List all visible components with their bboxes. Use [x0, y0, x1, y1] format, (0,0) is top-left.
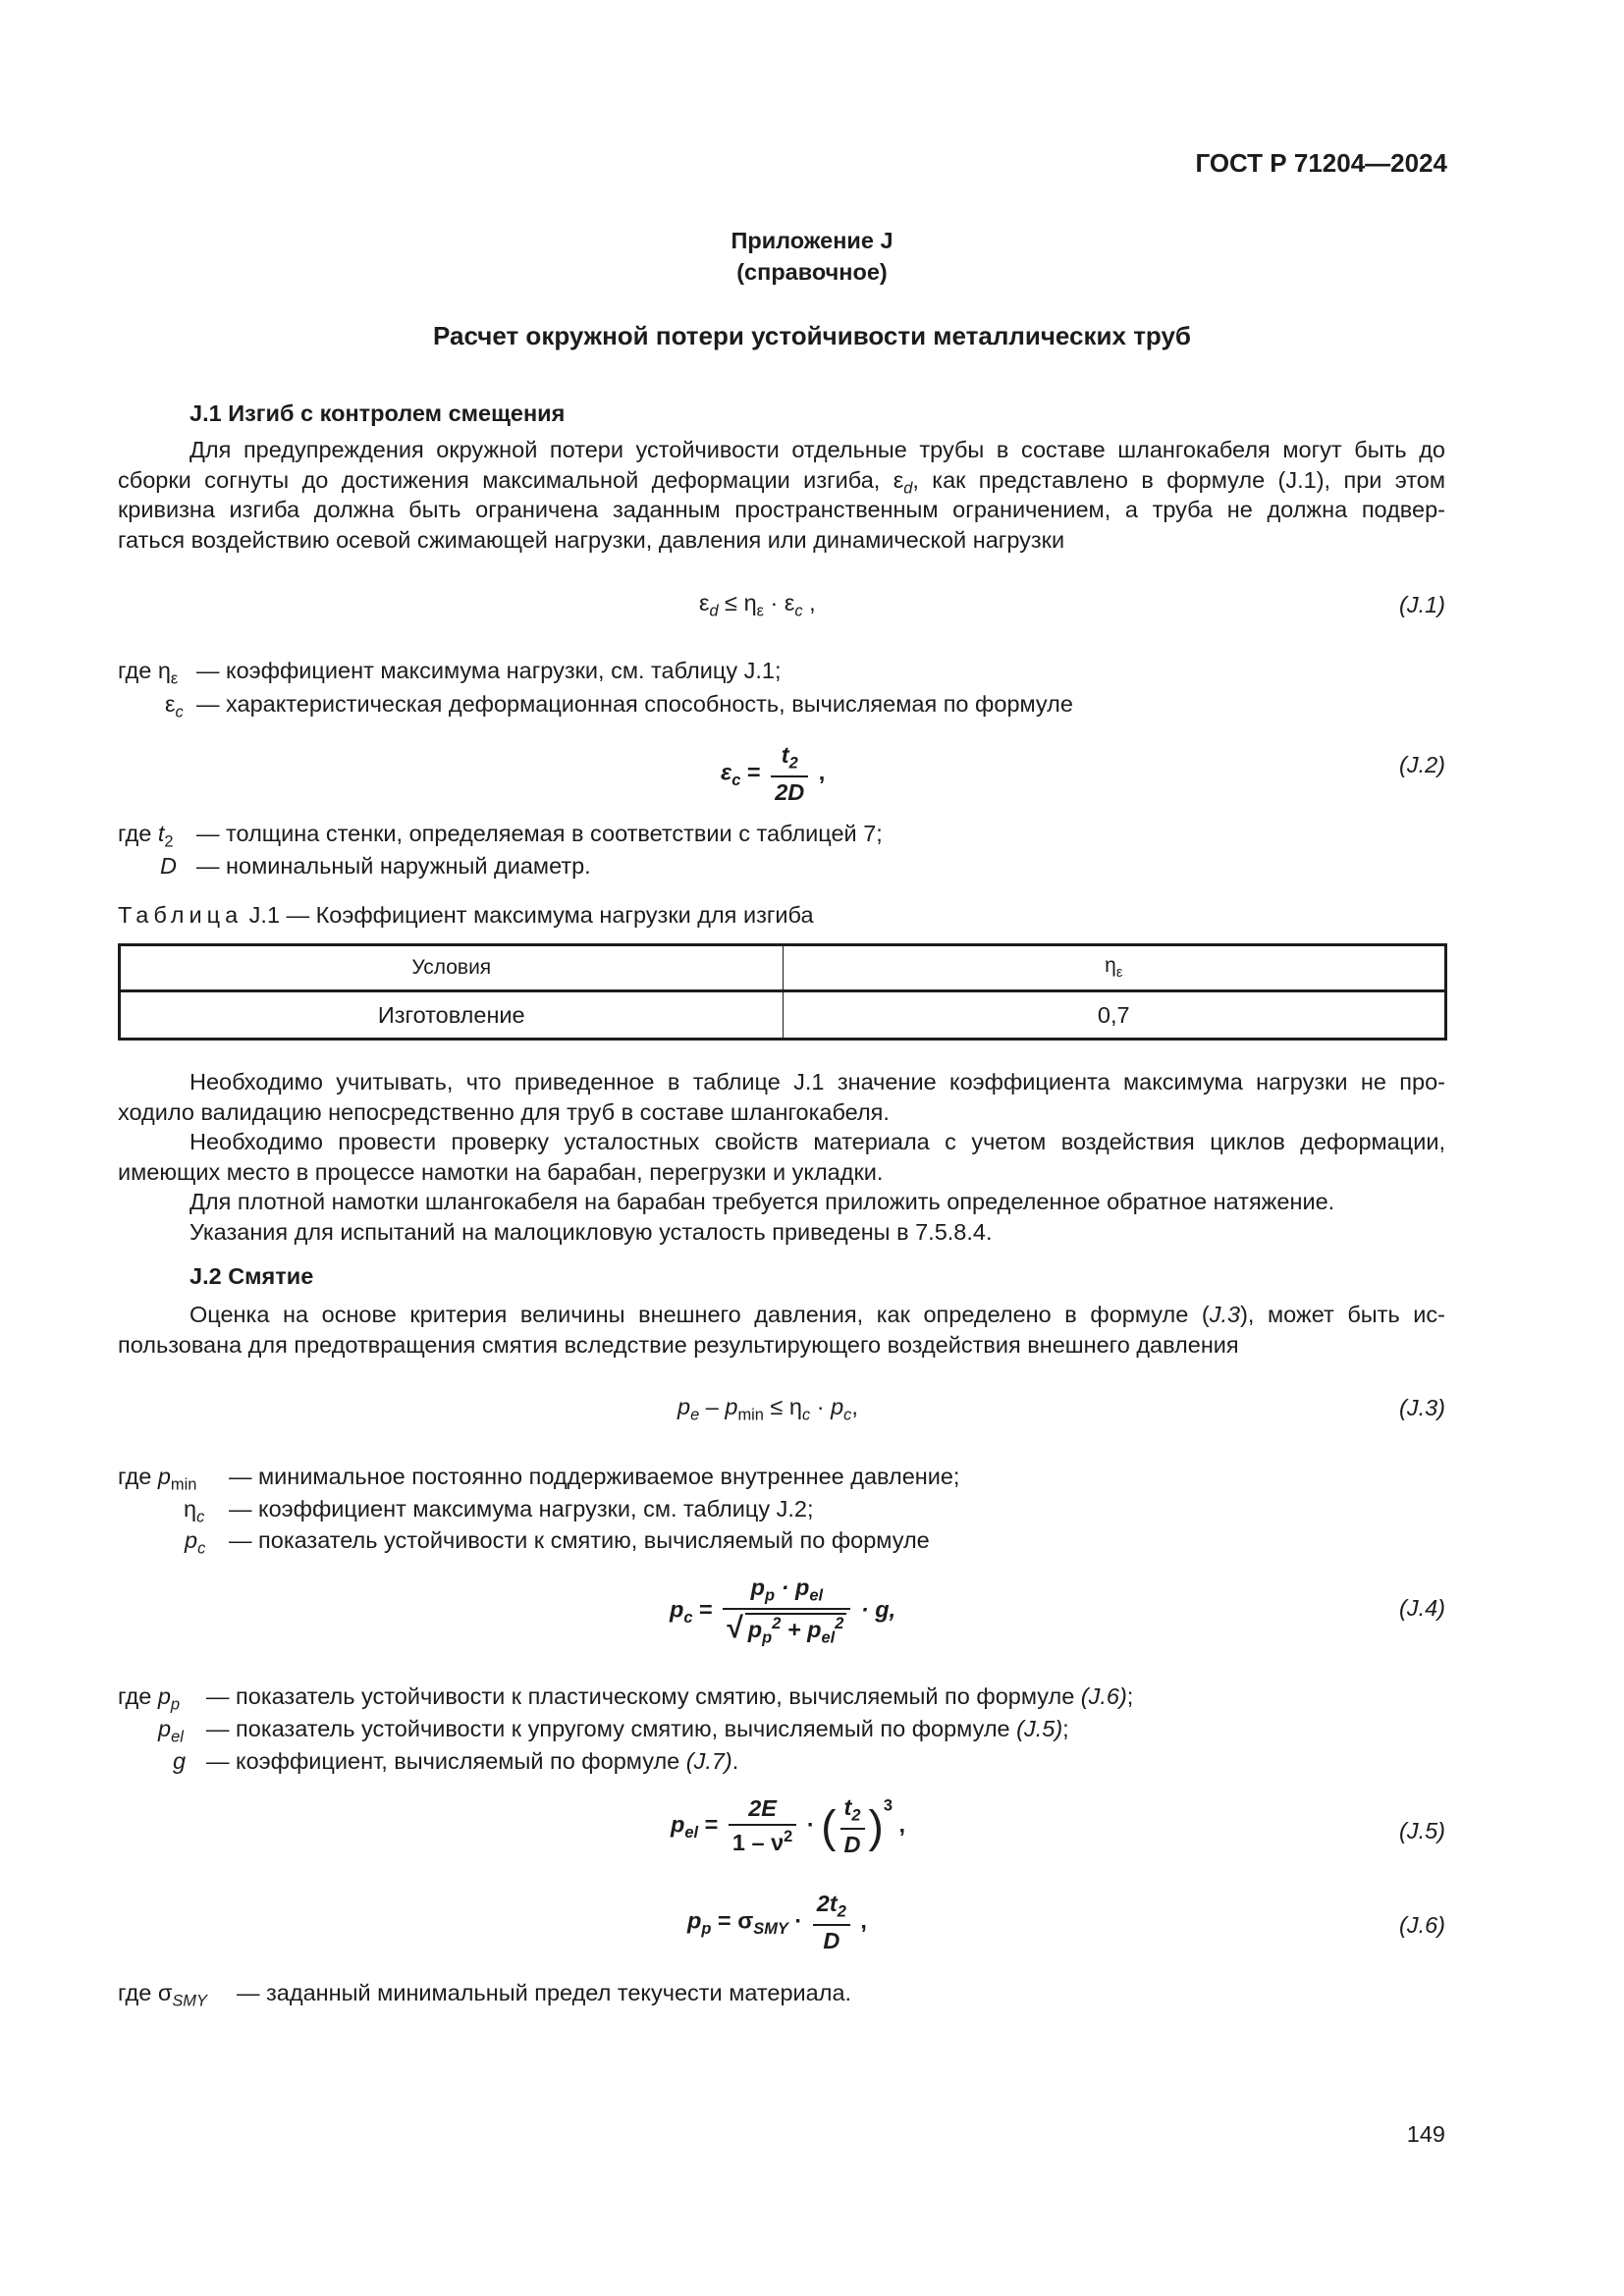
where-end: ; — [1062, 1716, 1069, 1741]
fraction — [771, 742, 808, 806]
paragraph-lowcycle: Указания для испытаний на малоцикловую усталость приведены в 7.5.8.4. — [189, 1219, 993, 1245]
sqrt-sign: √ — [727, 1611, 743, 1644]
formula-part: · ε — [764, 590, 795, 615]
paragraph-line: Необходимо учитывать, что приведенное в таблице J.1 значение коэффициента максимума нагрузки не про- — [189, 1069, 1445, 1095]
formula-sub: c — [843, 1406, 852, 1424]
standard-number: ГОСТ Р 71204—2024 — [1195, 148, 1447, 178]
where-text — [206, 1716, 1069, 1742]
annex-type: (справочное) — [736, 259, 888, 285]
fraction — [723, 1575, 850, 1647]
denominator: D — [843, 1831, 861, 1857]
formula-part: , — [853, 1907, 867, 1934]
formula-part: ε — [699, 590, 710, 615]
paragraph-line: Для предупреждения окружной потери устойчивости отдельные трубы в составе шлангокабеля могут быть до — [189, 437, 1445, 462]
paragraph-line: гаться воздействию осевой сжимающей нагрузки, давления или динамической нагрузки — [118, 526, 1065, 553]
where-text-run: — коэффициент, вычисляемый по формуле — [206, 1748, 686, 1774]
table-header-sub: ε — [1115, 965, 1123, 982]
where-item — [160, 853, 177, 880]
fraction — [813, 1891, 850, 1954]
where-sub: c — [197, 1539, 206, 1558]
formula-sub: e — [690, 1406, 700, 1424]
denominator — [729, 1826, 796, 1856]
table-header-symbol: η — [1105, 954, 1116, 978]
formula-part: · — [787, 1907, 809, 1934]
denominator — [723, 1610, 850, 1648]
formula-sup: 2 — [772, 1614, 782, 1632]
paragraph-line: кривизна изгиба должна быть ограничена заданным пространственным ограничением, а труба не должна подвер- — [118, 497, 1445, 522]
fraction — [729, 1795, 796, 1856]
text-run-sub: d — [903, 479, 913, 498]
fraction — [840, 1794, 865, 1858]
table-header-row — [120, 945, 1446, 991]
formula-part: · — [810, 1394, 832, 1419]
paragraph-line: имеющих место в процессе намотки на барабан, перегрузки и укладки. — [118, 1158, 884, 1185]
formula-part: = — [740, 759, 768, 785]
formula-part: – — [699, 1394, 726, 1419]
table-j1 — [118, 943, 1447, 1041]
paragraph-line — [118, 465, 1445, 496]
where-sub: p — [170, 1695, 181, 1714]
table-row — [120, 991, 1446, 1040]
text-run: сборки согнуты до достижения максимальной деформации изгиба, ε — [118, 466, 904, 493]
formula-part: p — [725, 1394, 738, 1419]
where-text — [206, 1748, 738, 1775]
formula-part: · g, — [854, 1596, 896, 1623]
paragraph-winding: Для плотной намотки шлангокабеля на барабан требуется приложить определенное обратное натяжение. — [189, 1189, 1335, 1214]
numerator: 2E — [729, 1795, 796, 1826]
formula-part: · — [775, 1575, 795, 1600]
paragraph-line: Необходимо провести проверку усталостных свойств материала с учетом воздействия циклов деформации, — [189, 1129, 1445, 1154]
formula-sub: min — [737, 1406, 764, 1424]
denominator: D — [823, 1927, 840, 1953]
formula-part: p — [794, 1575, 810, 1600]
sqrt-body — [745, 1613, 847, 1648]
where-symbol: ε — [165, 691, 176, 717]
where-symbol: t — [157, 821, 165, 846]
paragraph-fatigue — [118, 1127, 1445, 1187]
formula-number-j2: (J.2) — [1399, 752, 1445, 777]
formula-part: , — [893, 1811, 906, 1838]
where-item — [173, 1748, 186, 1775]
formula-part: = — [698, 1811, 725, 1838]
where-prefix: где — [118, 1980, 158, 2005]
formula-sub: p — [765, 1586, 776, 1605]
formula-sub: p — [762, 1629, 773, 1647]
formula-part: = — [692, 1596, 720, 1623]
where-text: — коэффициент максимума нагрузки, см. таблицу J.1; — [196, 658, 782, 683]
where-symbol: p — [185, 1527, 198, 1553]
formula-sub: p — [701, 1920, 712, 1939]
where-symbol: g — [173, 1748, 187, 1774]
formula-sub: el — [684, 1824, 699, 1842]
where-end: . — [731, 1748, 739, 1774]
formula-part: p — [687, 1907, 702, 1934]
table-caption-text: J.1 — Коэффициент максимума нагрузки для изгиба — [243, 902, 814, 928]
where-sub: c — [175, 703, 184, 721]
where-text-run: — показатель устойчивости к пластическому смятию, вычисляемый по формуле — [206, 1683, 1081, 1709]
where-item — [165, 691, 184, 722]
where-text: — коэффициент максимума нагрузки, см. таблицу J.2; — [229, 1496, 814, 1522]
table-caption-label: Таблица — [118, 902, 244, 928]
formula-part: , — [851, 1394, 858, 1419]
text-run: Оценка на основе критерия величины внешнего давления, как определено в формуле ( — [189, 1302, 1210, 1327]
page-number: 149 — [1406, 2121, 1445, 2147]
formula-part: · — [800, 1811, 822, 1838]
paragraph-j1-intro — [118, 435, 1445, 555]
formula-sub: c — [683, 1609, 693, 1628]
formula-sub: SMY — [753, 1920, 788, 1939]
formula-sub: c — [801, 1406, 811, 1424]
where-item — [158, 1716, 184, 1747]
where-symbol: p — [157, 1683, 171, 1709]
where-end: ; — [1126, 1683, 1134, 1709]
paragraph-validation — [118, 1067, 1445, 1127]
numerator — [771, 742, 808, 777]
where-text-run: — показатель устойчивости к упругому смятию, вычисляемый по формуле — [206, 1716, 1017, 1741]
paragraph-line — [118, 1300, 1445, 1330]
formula-part: 2t — [816, 1891, 838, 1916]
formula-part: p — [750, 1575, 766, 1600]
formula-part: p — [831, 1394, 844, 1419]
where-symbol: D — [160, 853, 177, 879]
where-prefix: где — [118, 658, 158, 683]
formula-j5 — [671, 1794, 905, 1858]
formula-sub: 2 — [851, 1806, 861, 1825]
text-run: , как представлено в формуле (J.1), при этом — [912, 466, 1445, 493]
section-title-j1: J.1 Изгиб с контролем смещения — [189, 400, 566, 426]
where-sub: ε — [170, 669, 179, 688]
formula-part: p — [807, 1616, 822, 1642]
annex-heading: Расчет окружной потери устойчивости металлических труб — [433, 321, 1191, 350]
where-sub: SMY — [172, 1992, 207, 2010]
where-prefix: где — [118, 1683, 158, 1709]
where-item — [184, 1496, 204, 1527]
formula-sub: 2 — [788, 754, 798, 773]
formula-sub: c — [794, 602, 803, 620]
formula-number-j3: (J.3) — [1399, 1395, 1445, 1420]
formula-part: , — [802, 590, 816, 615]
formula-part: , — [812, 759, 826, 785]
table-header-cell: Условия — [120, 945, 784, 991]
formula-part: t — [781, 742, 789, 768]
where-symbol: p — [158, 1716, 172, 1741]
table-header-cell — [783, 945, 1446, 991]
where-symbol: η — [184, 1496, 197, 1522]
formula-number-j1: (J.1) — [1399, 592, 1445, 617]
formula-sub: ε — [756, 602, 764, 620]
formula-j2 — [721, 742, 825, 806]
where-symbol: p — [157, 1464, 171, 1489]
text-run-ref: J.3 — [1209, 1302, 1241, 1327]
formula-part: p — [747, 1616, 763, 1642]
formula-sub: d — [709, 602, 719, 620]
where-text: — характеристическая деформационная способность, вычисляемая по формуле — [196, 691, 1073, 717]
where-sub: 2 — [164, 832, 174, 851]
formula-sup: 2 — [835, 1614, 844, 1632]
paren-open: ( — [821, 1800, 837, 1852]
formula-part: + — [781, 1616, 808, 1642]
where-item — [118, 1464, 196, 1495]
where-text: — толщина стенки, определяемая в соответствии с таблицей 7; — [196, 821, 883, 846]
formula-sup: 3 — [883, 1796, 893, 1815]
where-text: — заданный минимальный предел текучести материала. — [237, 1980, 852, 2005]
where-symbol: σ — [157, 1980, 173, 2005]
formula-j6 — [687, 1891, 867, 1954]
formula-part: ≤ η — [718, 590, 757, 615]
where-sub: el — [171, 1728, 184, 1746]
where-sub: min — [170, 1475, 197, 1494]
section-title-j2: J.2 Смятие — [189, 1263, 314, 1289]
where-item — [118, 658, 178, 689]
where-item — [185, 1527, 205, 1559]
table-cell: Изготовление — [120, 991, 784, 1040]
paragraph-line: пользована для предотвращения смятия вследствие результирующего воздействия внешнего давления — [118, 1331, 1239, 1358]
where-ref: (J.7) — [685, 1748, 732, 1774]
formula-j3 — [677, 1394, 858, 1425]
paragraph-line: ходило валидацию непосредственно для труб в составе шлангокабеля. — [118, 1098, 890, 1125]
table-cell: 0,7 — [783, 991, 1446, 1040]
where-item — [118, 1980, 207, 2011]
numerator — [723, 1575, 850, 1610]
text-run: ), может быть ис- — [1240, 1302, 1445, 1327]
formula-sub: c — [731, 772, 741, 790]
formula-j1 — [699, 590, 816, 621]
paragraph-j2-intro — [118, 1300, 1445, 1360]
numerator — [813, 1891, 850, 1926]
formula-sup: 2 — [784, 1828, 793, 1846]
formula-part: p — [670, 1596, 684, 1623]
where-ref: (J.5) — [1016, 1716, 1063, 1741]
where-prefix: где — [118, 821, 158, 846]
where-text: — минимальное постоянно поддерживаемое внутреннее давление; — [229, 1464, 960, 1489]
paren-close: ) — [868, 1800, 884, 1852]
formula-sub: el — [809, 1586, 824, 1605]
formula-part: p — [677, 1394, 691, 1419]
where-item — [118, 821, 174, 852]
annex-title: Приложение J — [731, 228, 893, 253]
formula-sub: el — [821, 1629, 836, 1647]
where-ref: (J.6) — [1080, 1683, 1127, 1709]
where-sub: c — [196, 1508, 205, 1526]
where-text: — номинальный наружный диаметр. — [196, 853, 591, 879]
formula-number-j5: (J.5) — [1399, 1818, 1445, 1843]
formula-part: ε — [721, 759, 732, 785]
formula-sub: 2 — [837, 1902, 846, 1921]
formula-part: 1 – ν — [731, 1830, 785, 1856]
formula-number-j6: (J.6) — [1399, 1912, 1445, 1938]
where-text: — показатель устойчивости к смятию, вычисляемый по формуле — [229, 1527, 930, 1553]
formula-j4 — [670, 1575, 895, 1647]
formula-part: t — [843, 1794, 852, 1820]
table-caption — [118, 902, 814, 929]
where-symbol: η — [157, 658, 171, 683]
where-text — [206, 1683, 1133, 1710]
denominator: 2D — [775, 778, 805, 805]
numerator — [840, 1794, 865, 1830]
formula-number-j4: (J.4) — [1399, 1595, 1445, 1621]
formula-part: ≤ η — [763, 1394, 802, 1419]
where-item — [118, 1683, 180, 1715]
where-prefix: где — [118, 1464, 158, 1489]
formula-part: = σ — [711, 1907, 754, 1934]
formula-part: p — [671, 1811, 685, 1838]
